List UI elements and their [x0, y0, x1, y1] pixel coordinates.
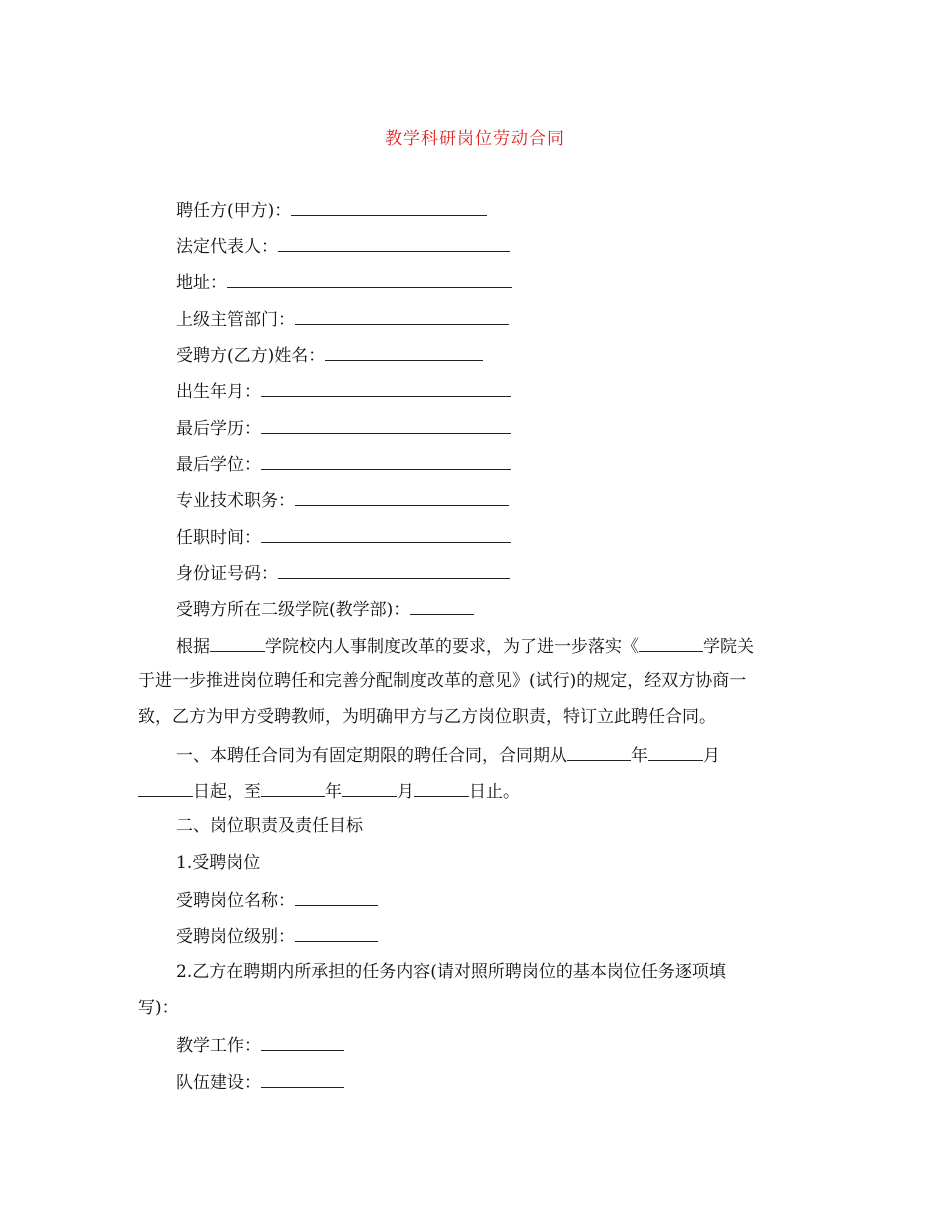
clause2-sub1: 1.受聘岗位 [176, 853, 261, 873]
blank-line[interactable] [414, 779, 469, 797]
field-post-level [176, 924, 378, 948]
blank-line[interactable] [278, 234, 510, 252]
intro-text: 学院校内人事制度改革的要求，为了进一步落实《 [265, 637, 639, 657]
field-label: 受聘方所在二级学院(教学部)： [176, 600, 411, 620]
blank-line[interactable] [261, 1033, 344, 1051]
blank-line[interactable] [648, 743, 703, 761]
field-label: 身份证号码： [176, 564, 278, 584]
clause2-sub2-line-2: 写)： [138, 998, 179, 1018]
intro-line-3: 致，乙方为甲方受聘教师，为明确甲方与乙方岗位职责，特订立此聘任合同。 [138, 707, 716, 727]
blank-line[interactable] [261, 452, 511, 470]
blank-line[interactable] [261, 379, 511, 397]
field-address [176, 270, 512, 294]
field-label: 最后学历： [176, 419, 261, 439]
field-label: 专业技术职务： [176, 491, 295, 511]
field-employee-name [176, 343, 483, 367]
blank-line[interactable] [295, 924, 378, 942]
field-label: 最后学位： [176, 455, 261, 475]
document-title: 教学科研岗位劳动合同 [385, 129, 565, 149]
intro-line-1 [176, 634, 754, 658]
clause1-line-1 [176, 743, 720, 767]
intro-line-2: 于进一步推进岗位聘任和完善分配制度改革的意见》(试行)的规定，经双方协商一 [138, 671, 747, 691]
field-post-name [176, 888, 378, 912]
field-tenure [176, 525, 511, 549]
field-legal-rep [176, 234, 510, 258]
blank-line[interactable] [227, 270, 512, 288]
clause2-heading: 二、岗位职责及责任目标 [176, 816, 363, 836]
field-label: 受聘岗位名称： [176, 891, 295, 911]
blank-line[interactable] [138, 779, 193, 797]
blank-line[interactable] [567, 743, 631, 761]
clause-text: 月 [397, 782, 414, 802]
field-label: 受聘岗位级别： [176, 927, 295, 947]
field-title-job [176, 488, 509, 512]
blank-line[interactable] [342, 779, 397, 797]
field-employer [176, 198, 487, 222]
field-label: 聘任方(甲方)： [176, 201, 292, 221]
field-education [176, 416, 511, 440]
blank-line[interactable] [210, 634, 265, 652]
field-label: 受聘方(乙方)姓名： [176, 346, 326, 366]
field-college [176, 597, 474, 621]
clause-text: 日起，至 [193, 782, 261, 802]
clause-text: 年 [631, 746, 648, 766]
blank-line[interactable] [291, 198, 487, 216]
field-teaching [176, 1033, 344, 1057]
field-label: 教学工作： [176, 1036, 261, 1056]
clause-text: 月 [703, 746, 720, 766]
field-degree [176, 452, 511, 476]
field-label: 队伍建设： [176, 1073, 261, 1093]
blank-line[interactable] [295, 488, 509, 506]
blank-line[interactable] [325, 343, 483, 361]
clause1-line-2 [138, 779, 520, 803]
clause-text: 日止。 [469, 782, 520, 802]
field-id-number [176, 561, 510, 585]
field-label: 地址： [176, 273, 227, 293]
field-supervisor [176, 307, 509, 331]
blank-line[interactable] [410, 597, 474, 615]
field-birth [176, 379, 511, 403]
field-label: 法定代表人： [176, 237, 278, 257]
blank-line[interactable] [278, 561, 510, 579]
clause2-sub2-line-1: 2.乙方在聘期内所承担的任务内容(请对照所聘岗位的基本岗位任务逐项填 [176, 962, 726, 982]
blank-line[interactable] [295, 888, 378, 906]
field-label: 出生年月： [176, 382, 261, 402]
field-label: 任职时间： [176, 528, 261, 548]
intro-text: 学院关 [703, 637, 754, 657]
blank-line[interactable] [261, 416, 511, 434]
intro-text: 根据 [176, 637, 210, 657]
field-team [176, 1070, 344, 1094]
blank-line[interactable] [261, 525, 511, 543]
clause-text: 年 [325, 782, 342, 802]
blank-line[interactable] [261, 779, 325, 797]
blank-line[interactable] [295, 307, 509, 325]
field-label: 上级主管部门： [176, 310, 295, 330]
blank-line[interactable] [261, 1070, 344, 1088]
blank-line[interactable] [639, 634, 703, 652]
clause-text: 一、本聘任合同为有固定期限的聘任合同，合同期从 [176, 746, 567, 766]
